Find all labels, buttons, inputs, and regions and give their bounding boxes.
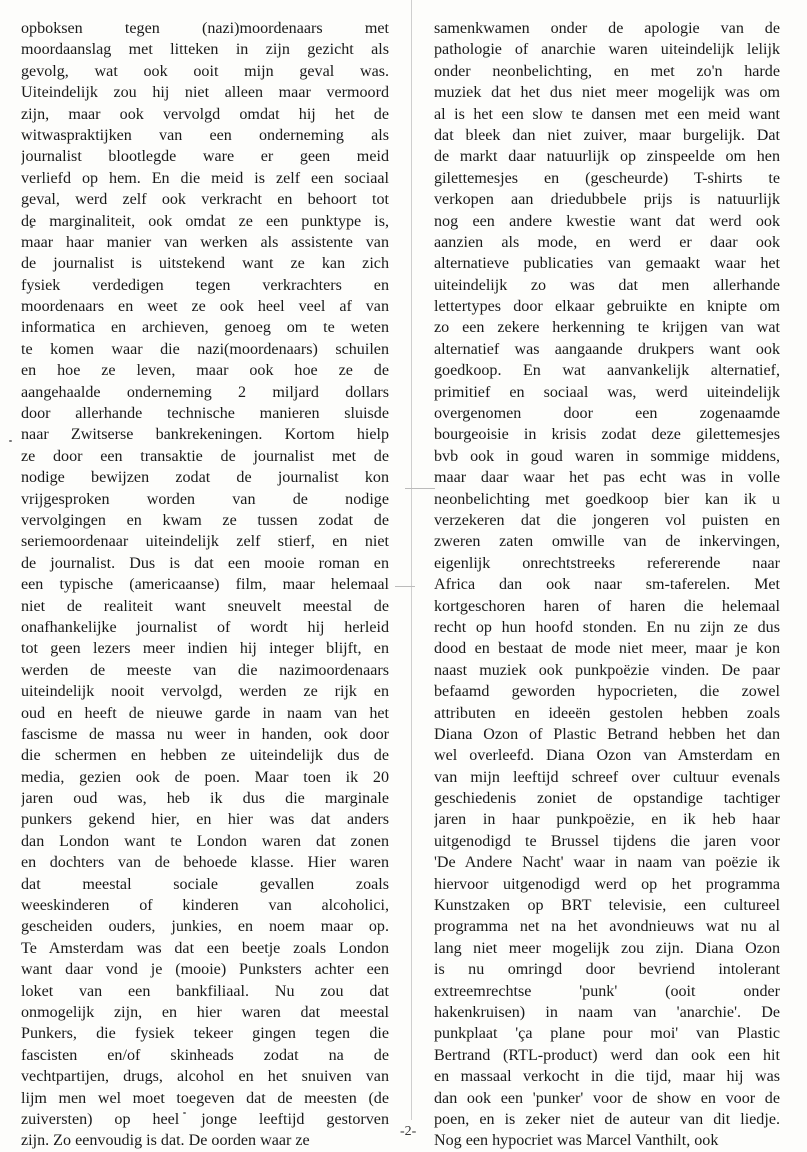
text-line: de journalist is uitstekend want ze kan zich: [21, 255, 389, 273]
text-line: dat bleek dan niet zuiver, maar burgelijk. Dat: [434, 126, 780, 144]
text-line: onder neonbelichting, en met zo'n harde: [434, 62, 780, 80]
text-line: programma net na het avondnieuws wat nu al: [434, 918, 780, 936]
text-line: goedkoop. En wat aanvankelijk alternatief,: [434, 362, 780, 380]
text-line: hakenkruisen) in naam van 'anarchie'. De: [434, 1003, 780, 1021]
text-line: primitief en sociaal was, werd uiteindelijk: [434, 383, 780, 401]
text-line: moordaanslag met litteken in zijn gezicht als: [21, 41, 389, 59]
text-line: verliefd op hem. En die meid is zelf een sociaal: [21, 169, 389, 187]
text-line: nodige bewijzen zodat de journalist kon: [21, 469, 389, 487]
text-line: vervolgingen en kwam ze tussen zodat de: [21, 511, 389, 529]
text-line: loket van een bankfiliaal. Nu zou dat: [21, 982, 389, 1000]
text-line: is nu omringd door bevriend intolerant: [434, 961, 780, 979]
text-line: nog een andere kwestie want dat werd ook: [434, 212, 780, 230]
text-line: al is het een slow te dansen met een meid want: [434, 105, 780, 123]
text-line: naast muziek ook punkpoëzie vinden. De paar: [434, 661, 780, 679]
text-line: de marginaliteit, ook omdat ze een punktype is,: [21, 212, 389, 230]
text-line: werden de meeste van die nazimoordenaars: [21, 661, 389, 679]
text-line: recht op hun hoofd stonden. En nu zijn ze dus: [434, 618, 780, 636]
text-line: dood en bestaat de mode niet meer, maar je kon: [434, 640, 780, 658]
text-line: ze door een transaktie de journalist met de: [21, 447, 389, 465]
text-line: Uiteindelijk zou hij niet alleen maar vermoord: [21, 84, 389, 102]
text-line: een typische (americaanse) film, maar helemaal: [21, 576, 389, 594]
text-line: Diana Ozon of Plastic Betrand hebben het dan: [434, 725, 780, 743]
text-line: overgenomen door een zogenaamde: [434, 405, 780, 423]
text-line: jaren oud was, heb ik dus die marginale: [21, 790, 389, 808]
text-line: dan London want te London waren dat zonen: [21, 832, 389, 850]
text-line: gilettemesjes en (gescheurde) T-shirts te: [434, 169, 780, 187]
text-line: zo een zekere herkenning te krijgen van wat: [434, 319, 780, 337]
text-line: moordenaars en weet ze ook heel veel af van: [21, 298, 389, 316]
text-line: punkers gekend hier, en hier was dat anders: [21, 811, 389, 829]
text-line: en massaal verkocht in die tijd, maar hij was: [434, 1068, 780, 1086]
text-line: opboksen tegen (nazi)moordenaars met: [21, 20, 389, 37]
text-line: geschiedenis zoniet de opstandige tachtiger: [434, 790, 780, 808]
text-line: extreemrechtse 'punk' (ooit onder: [434, 982, 780, 1000]
text-line: samenkwamen onder de apologie van de: [434, 20, 780, 37]
text-line: onafhankelijke journalist of wordt hij herleid: [21, 618, 389, 636]
text-line: uitgenodigd te Brussel tijdens die jaren voor: [434, 832, 780, 850]
text-line: vechtpartijen, drugs, alcohol en het snuiven van: [21, 1068, 389, 1086]
text-line: van mijn leeftijd schreef over cultuur evenals: [434, 768, 780, 786]
text-line: vrijgesproken worden van de nodige: [21, 490, 389, 508]
text-line: en hoe ze leven, maar ook hoe ze de: [21, 362, 389, 380]
text-line: kortgeschoren haren of haren die helemaal: [434, 597, 780, 615]
page-number: -2-: [400, 1124, 417, 1139]
text-line: zijn. Zo eenvoudig is dat. De oorden waar ze: [21, 1132, 310, 1150]
text-line: attributen en ideeën gestolen hebben zoals: [434, 704, 780, 722]
text-line: journalist blootlegde ware er geen meid: [21, 148, 389, 166]
text-line: poen, en is zeker niet de auteur van dit liedje.: [434, 1110, 780, 1128]
text-line: de markt daar natuurlijk op zinspeelde om hen: [434, 148, 780, 166]
text-line: tot geen lezers meer indien hij integer blijft, en: [21, 640, 389, 658]
text-line: verkopen aan driedubbele prijs is natuurlijk: [434, 191, 780, 209]
text-line: verzekeren dat die jongeren vol puisten en: [434, 511, 780, 529]
text-line: zweren zaten omwille van de inkervingen,: [434, 533, 780, 551]
scan-speck: [9, 440, 12, 442]
text-line: pathologie of anarchie waren uiteindelijk lelijk: [434, 41, 780, 59]
scan-line: [405, 488, 435, 489]
text-line: witwaspraktijken van een onderneming als: [21, 126, 389, 144]
text-line: media, gezien ook de poen. Maar toen ik 20: [21, 768, 389, 786]
text-line: weeskinderen of kinderen van alcoholici,: [21, 897, 389, 915]
scan-line: [395, 586, 415, 587]
text-line: aangehaalde onderneming 2 miljard dollars: [21, 383, 389, 401]
text-line: fysiek verdedigen tegen verkrachters en: [21, 276, 389, 294]
text-line: die schermen en hebben ze uiteindelijk dus de: [21, 747, 389, 765]
text-line: 'De Andere Nacht' waar in naam van poëzie ik: [434, 854, 780, 872]
text-line: informatica en archieven, genoeg om te weten: [21, 319, 389, 337]
text-line: eigenlijk onrechtstreeks refererende naar: [434, 554, 780, 572]
text-line: wel overleefd. Diana Ozon van Amsterdam en: [434, 747, 780, 765]
text-line: Te Amsterdam was dat een beetje zoals London: [21, 939, 389, 957]
text-line: de journalist. Dus is dat een mooie roman en: [21, 554, 389, 572]
column-divider: [411, 0, 412, 1120]
text-line: te komen waar die nazi(moordenaars) schuilen: [21, 340, 389, 358]
text-line: seriemoordenaar uiteindelijk zelf stierf, en niet: [21, 533, 389, 551]
text-line: uiteindelijk nooit vervolgd, werden ze rijk en: [21, 683, 389, 701]
text-line: maar haar manier van werken als assistente van: [21, 233, 389, 251]
text-line: neonbelichting met goedkoop bier kan ik u: [434, 490, 780, 508]
text-line: naar Zwitserse bankrekeningen. Kortom hielp: [21, 426, 389, 444]
text-line: gevolg, wat ook ooit mijn geval was.: [21, 62, 389, 80]
text-line: bourgeoisie in krisis zodat deze gilettemesjes: [434, 426, 780, 444]
text-line: dat meestal sociale gevallen zoals: [21, 875, 389, 893]
text-line: Punkers, die fysiek tekeer gingen tegen die: [21, 1025, 389, 1043]
text-line: zijn, maar ook vervolgd omdat hij het de: [21, 105, 389, 123]
text-line: dan ook een 'punker' voor de show en voor de: [434, 1089, 780, 1107]
text-line: bvb ook in goud waren in sommige middens,: [434, 447, 780, 465]
text-line: lettertypes door elkaar gebruikte en knipte om: [434, 298, 780, 316]
text-line: fascisme de massa nu weer in handen, ook door: [21, 725, 389, 743]
text-line: gescheiden ouders, junkies, en noem maar op.: [21, 918, 389, 936]
text-line: lijm men wel moet toegeven dat de meesten (de: [21, 1089, 389, 1107]
text-line: hiervoor uitgenodigd werd op het programma: [434, 875, 780, 893]
text-line: en dochters van de behoede klasse. Hier waren: [21, 854, 389, 872]
right-column: [434, 18, 780, 1152]
text-line: alternatief was aangaande drukpers want ook: [434, 340, 780, 358]
text-line: niet de realiteit want sneuvelt meestal de: [21, 597, 389, 615]
text-line: onmogelijk zijn, en hier waren dat meestal: [21, 1003, 389, 1021]
text-line: Kunstzaken op BRT televisie, een cultureel: [434, 897, 780, 915]
text-line: Bertrand (RTL-product) werd dan ook een hit: [434, 1046, 780, 1064]
text-line: oud en heeft de nieuwe garde in naam van het: [21, 704, 389, 722]
text-line: door allerhande technische manieren sluisde: [21, 405, 389, 423]
text-line: muziek dat het dus niet meer mogelijk was om: [434, 84, 780, 102]
text-line: Africa dan ook naar sm-taferelen. Met: [434, 576, 780, 594]
text-line: jaren in haar punkpoëzie, en ik heb haar: [434, 811, 780, 829]
text-line: lang niet meer mogelijk zou zijn. Diana Ozon: [434, 939, 780, 957]
text-line: zuiversten) op heel jonge leeftijd gestorven: [21, 1110, 389, 1128]
text-line: fascisten en/of skinheads zodat na de: [21, 1046, 389, 1064]
text-line: maar daar waar het pas echt was in volle: [434, 469, 780, 487]
text-line: befaamd geworden hypocrieten, die zowel: [434, 683, 780, 701]
text-line: alternatieve publicaties van gemaakt waar het: [434, 255, 780, 273]
text-line: punkplaat 'ça plane pour moi' van Plastic: [434, 1025, 780, 1043]
text-line: geval, werd zelf ook verkracht en behoort tot: [21, 191, 389, 209]
left-column: [21, 18, 389, 1152]
text-line: Nog een hypocriet was Marcel Vanthilt, ook: [434, 1132, 719, 1150]
text-line: uiteindelijk zo was dat men allerhande: [434, 276, 780, 294]
text-line: want daar vond je (mooie) Punksters achter een: [21, 961, 389, 979]
text-line: aanzien als mode, en werd er daar ook: [434, 233, 780, 251]
